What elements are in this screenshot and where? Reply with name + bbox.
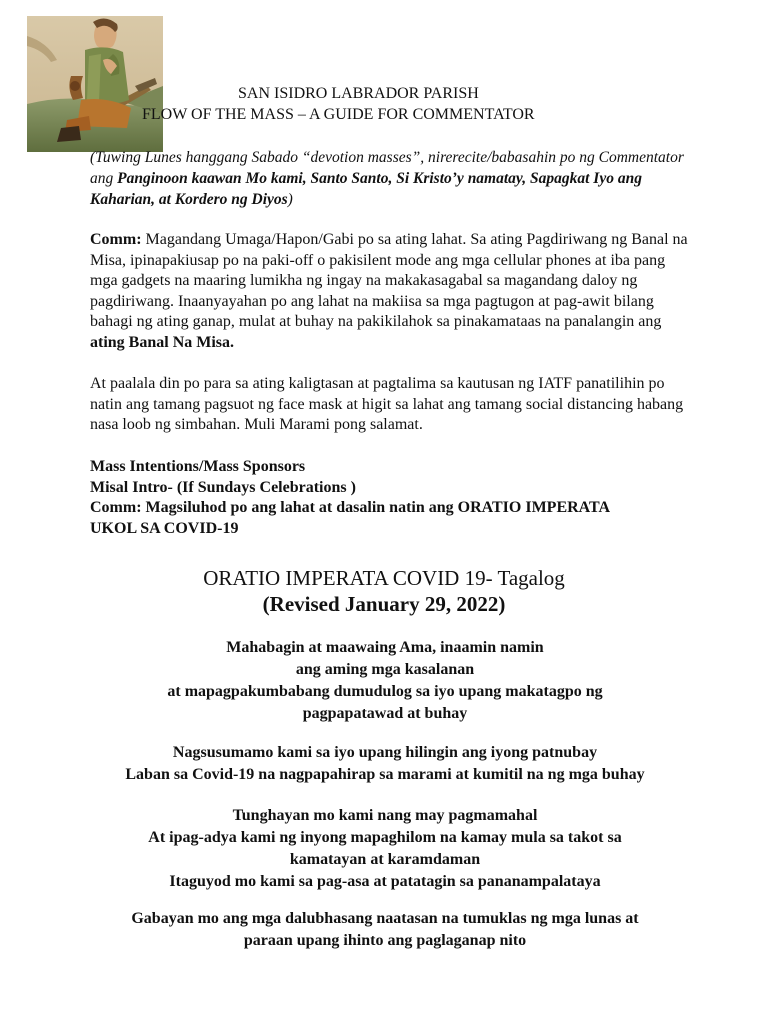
stanza-line: ang aming mga kasalanan [295, 661, 475, 678]
stanza-line: Itaguyod mo kami sa pag-asa at patatagin sa pananampalataya [169, 873, 601, 890]
stanza-line: kamatayan at karamdaman [289, 851, 481, 868]
note-bold-prayers: Panginoon kaawan Mo kami, Santo Santo, Si Kristo’y namatay, Sapagkat Iyo ang Kaharian, at Kordero ng Diyos [90, 170, 642, 208]
note-intro: (Tuwing Lunes hanggang Sabado “devotion masses”, nirerecite/babasahin po ng Commentator ang [90, 149, 684, 187]
mass-intentions-section [90, 457, 690, 539]
iatf-reminder: At paalala din po para sa ating kaligtasan at pagtalima sa kautusan ng IATF panatilihin po natin ang tamang pagsuot ng face mask at higit sa lahat ang tamang social distancing habang nasa loob ng simbahan. Muli Marami pong salamat. [90, 375, 684, 433]
stanza-line: Tunghayan mo kami nang may pagmamahal [232, 807, 538, 824]
prayer-stanza-3 [80, 805, 690, 893]
note-close: ) [287, 191, 293, 208]
commentator-greeting [90, 230, 690, 353]
saint-isidore-image [27, 16, 163, 152]
stanza-line: At ipag-adya kami ng inyong mapaghilom na kamay mula sa takot sa [148, 829, 622, 846]
covid-line: UKOL SA COVID-19 [90, 519, 239, 537]
comm-kneel-line: Comm: Magsiluhod po ang lahat at dasalin natin ang ORATIO IMPERATA [90, 499, 611, 516]
comm-bold-end: ating Banal Na Misa. [90, 333, 235, 351]
stanza-line: pagpapatawad at buhay [302, 705, 468, 722]
mass-intentions-line: Mass Intentions/Mass Sponsors [90, 458, 306, 475]
prayer-revised-date: (Revised January 29, 2022) [262, 592, 506, 616]
prayer-stanza-4 [80, 908, 690, 952]
stanza-line: at mapagpakumbabang dumudulog sa iyo upang makatagpo ng [167, 683, 603, 700]
prayer-stanza-1 [80, 637, 690, 725]
stanza-line: Gabayan mo ang mga dalubhasang naatasan na tumuklas ng mga lunas at [131, 910, 639, 927]
comm-text: Magandang Umaga/Hapon/Gabi po sa ating lahat. Sa ating Pagdiriwang ng Banal na Misa, ipinapakiusap po na paki-off o pakisilent mode ang mga cellular phones at iba pang mga gadgets na maaring lumikha ng ingay na makakasagabal sa magandang daloy ng pagdiriwang. Inaanyayahan po ang lahat na makiisa sa mga pagtugon at pag-awit bilang bahagi ng ating ganap, mulat at buhay na pakikilahok sa pinakamataas na panalangin ang [90, 231, 688, 330]
stanza-line: paraan upang ihinto ang paglaganap nito [243, 932, 527, 949]
stanza-line: Mahabagin at maawaing Ama, inaamin namin [226, 639, 544, 656]
prayer-stanza-2 [80, 742, 690, 786]
guide-title: FLOW OF THE MASS – A GUIDE FOR COMMENTATOR [142, 106, 535, 123]
stanza-line: Laban sa Covid-19 na nagpapahirap sa marami at kumitil na ng mga buhay [125, 766, 645, 783]
prayer-title: ORATIO IMPERATA COVID 19- Tagalog [203, 566, 565, 590]
devotion-mass-note [90, 147, 690, 210]
comm-label: Comm: [90, 231, 142, 248]
parish-name: SAN ISIDRO LABRADOR PARISH [238, 85, 479, 102]
stanza-line: Nagsusumamo kami sa iyo upang hilingin ang iyong patnubay [172, 744, 598, 761]
misal-intro-line: Misal Intro- (If Sundays Celebrations ) [90, 478, 356, 496]
